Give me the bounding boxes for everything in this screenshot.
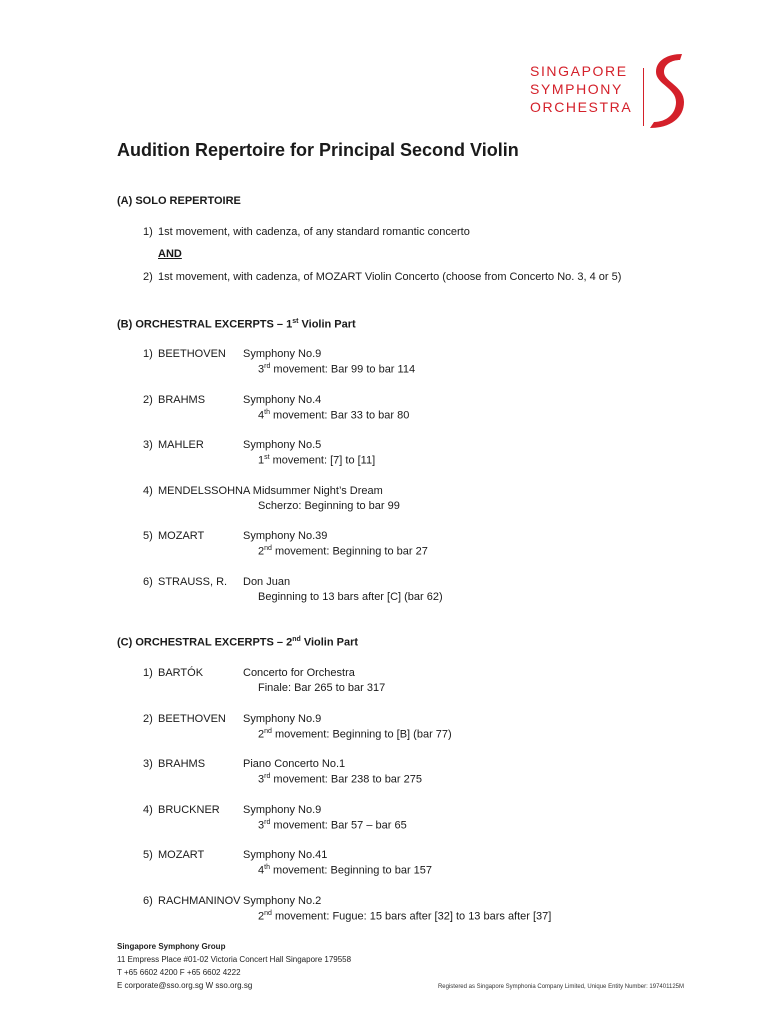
excerpt-detail: 2nd movement: Beginning to [B] (bar 77): [258, 727, 452, 741]
sso-logo: [530, 50, 690, 130]
work-title: Concerto for Orchestra: [243, 667, 355, 679]
composer-name: MENDELSSOHN: [158, 484, 243, 497]
item-number: 1): [143, 667, 153, 679]
footer-phone: T +65 6602 4200 F +65 6602 4222: [117, 968, 241, 977]
logo-line-2: SYMPHONY: [530, 81, 623, 97]
composer-name: BEETHOVEN: [158, 712, 226, 725]
item-number: 4): [143, 803, 153, 816]
excerpt-detail: Scherzo: Beginning to bar 99: [258, 499, 400, 512]
section-c-heading: (C) ORCHESTRAL EXCERPTS – 2nd Violin Part: [117, 636, 359, 649]
item-number: 1): [143, 348, 153, 360]
composer-name: STRAUSS, R.: [158, 576, 228, 588]
work-title: Don Juan: [243, 576, 291, 588]
solo-item-text: 1st movement, with cadenza, of MOZART Violin Concerto (choose from Concerto No. 3, 4 or 5): [158, 271, 622, 283]
item-number: 5): [143, 849, 153, 862]
composer-name: MOZART: [158, 849, 205, 862]
work-title: Symphony No.9: [243, 348, 322, 360]
work-title: Symphony No.9: [243, 712, 322, 725]
work-title: Piano Concerto No.1: [243, 758, 346, 771]
work-title: Symphony No.39: [243, 530, 328, 543]
logo-line-1: SINGAPORE: [530, 63, 628, 79]
excerpt-detail: 2nd movement: Beginning to bar 27: [258, 545, 428, 559]
composer-name: MAHLER: [158, 439, 204, 452]
excerpt-detail: 3rd movement: Bar 57 – bar 65: [258, 818, 407, 832]
excerpt-detail: 4th movement: Bar 33 to bar 80: [258, 408, 410, 422]
work-title: Symphony No.5: [243, 439, 322, 452]
logo-line-3: ORCHESTRA: [530, 99, 633, 115]
footer-org: Singapore Symphony Group: [117, 942, 226, 951]
excerpt-detail: 1st movement: [7] to [11]: [258, 454, 376, 467]
composer-name: RACHMANINOV: [158, 895, 241, 907]
s-mark-icon: [646, 50, 686, 130]
work-title: Symphony No.41: [243, 849, 328, 862]
item-number: 5): [143, 530, 153, 543]
composer-name: MOZART: [158, 530, 205, 543]
footer-contact: E corporate@sso.org.sg W sso.org.sg: [117, 981, 253, 990]
work-title: Symphony No.9: [243, 803, 322, 816]
item-number: 2): [143, 271, 153, 283]
logo-divider: [643, 68, 644, 126]
section-b-heading: (B) ORCHESTRAL EXCERPTS – 1st Violin Part: [117, 318, 356, 331]
composer-name: BEETHOVEN: [158, 348, 226, 360]
work-title: Symphony No.4: [243, 393, 322, 406]
excerpt-detail: 3rd movement: Bar 99 to bar 114: [258, 363, 416, 376]
solo-item-text: 1st movement, with cadenza, of any standard romantic concerto: [158, 226, 470, 238]
page-title: Audition Repertoire for Principal Second Violin: [117, 140, 519, 160]
excerpt-detail: 4th movement: Beginning to bar 157: [258, 864, 433, 878]
footer-registration: Registered as Singapore Symphonia Company Limited, Unique Entity Number: 197401125M: [437, 984, 684, 990]
excerpt-detail: Finale: Bar 265 to bar 317: [258, 682, 386, 694]
footer: [117, 940, 351, 992]
item-number: 6): [143, 895, 153, 907]
excerpt-detail: Beginning to 13 bars after [C] (bar 62): [258, 591, 443, 603]
excerpt-detail: 2nd movement: Fugue: 15 bars after [32] to 13 bars after [37]: [258, 910, 552, 923]
item-number: 6): [143, 576, 153, 588]
composer-name: BRAHMS: [158, 393, 206, 406]
section-a-heading: (A) SOLO REPERTOIRE: [117, 195, 241, 207]
composer-name: BRUCKNER: [158, 803, 220, 816]
logo-wordmark: [530, 62, 632, 116]
item-number: 2): [143, 393, 153, 406]
footer-address: 11 Empress Place #01-02 Victoria Concert Hall Singapore 179558: [117, 955, 352, 964]
item-number: 3): [143, 439, 153, 452]
and-connector: AND: [158, 248, 182, 260]
item-number: 4): [143, 484, 153, 497]
work-title: Symphony No.2: [243, 895, 322, 907]
composer-name: BRAHMS: [158, 758, 206, 771]
excerpt-detail: 3rd movement: Bar 238 to bar 275: [258, 773, 423, 786]
item-number: 2): [143, 712, 153, 725]
item-number: 3): [143, 758, 153, 771]
work-title: A Midsummer Night’s Dream: [243, 484, 383, 497]
item-number: 1): [143, 226, 153, 238]
composer-name: BARTÓK: [158, 667, 204, 679]
